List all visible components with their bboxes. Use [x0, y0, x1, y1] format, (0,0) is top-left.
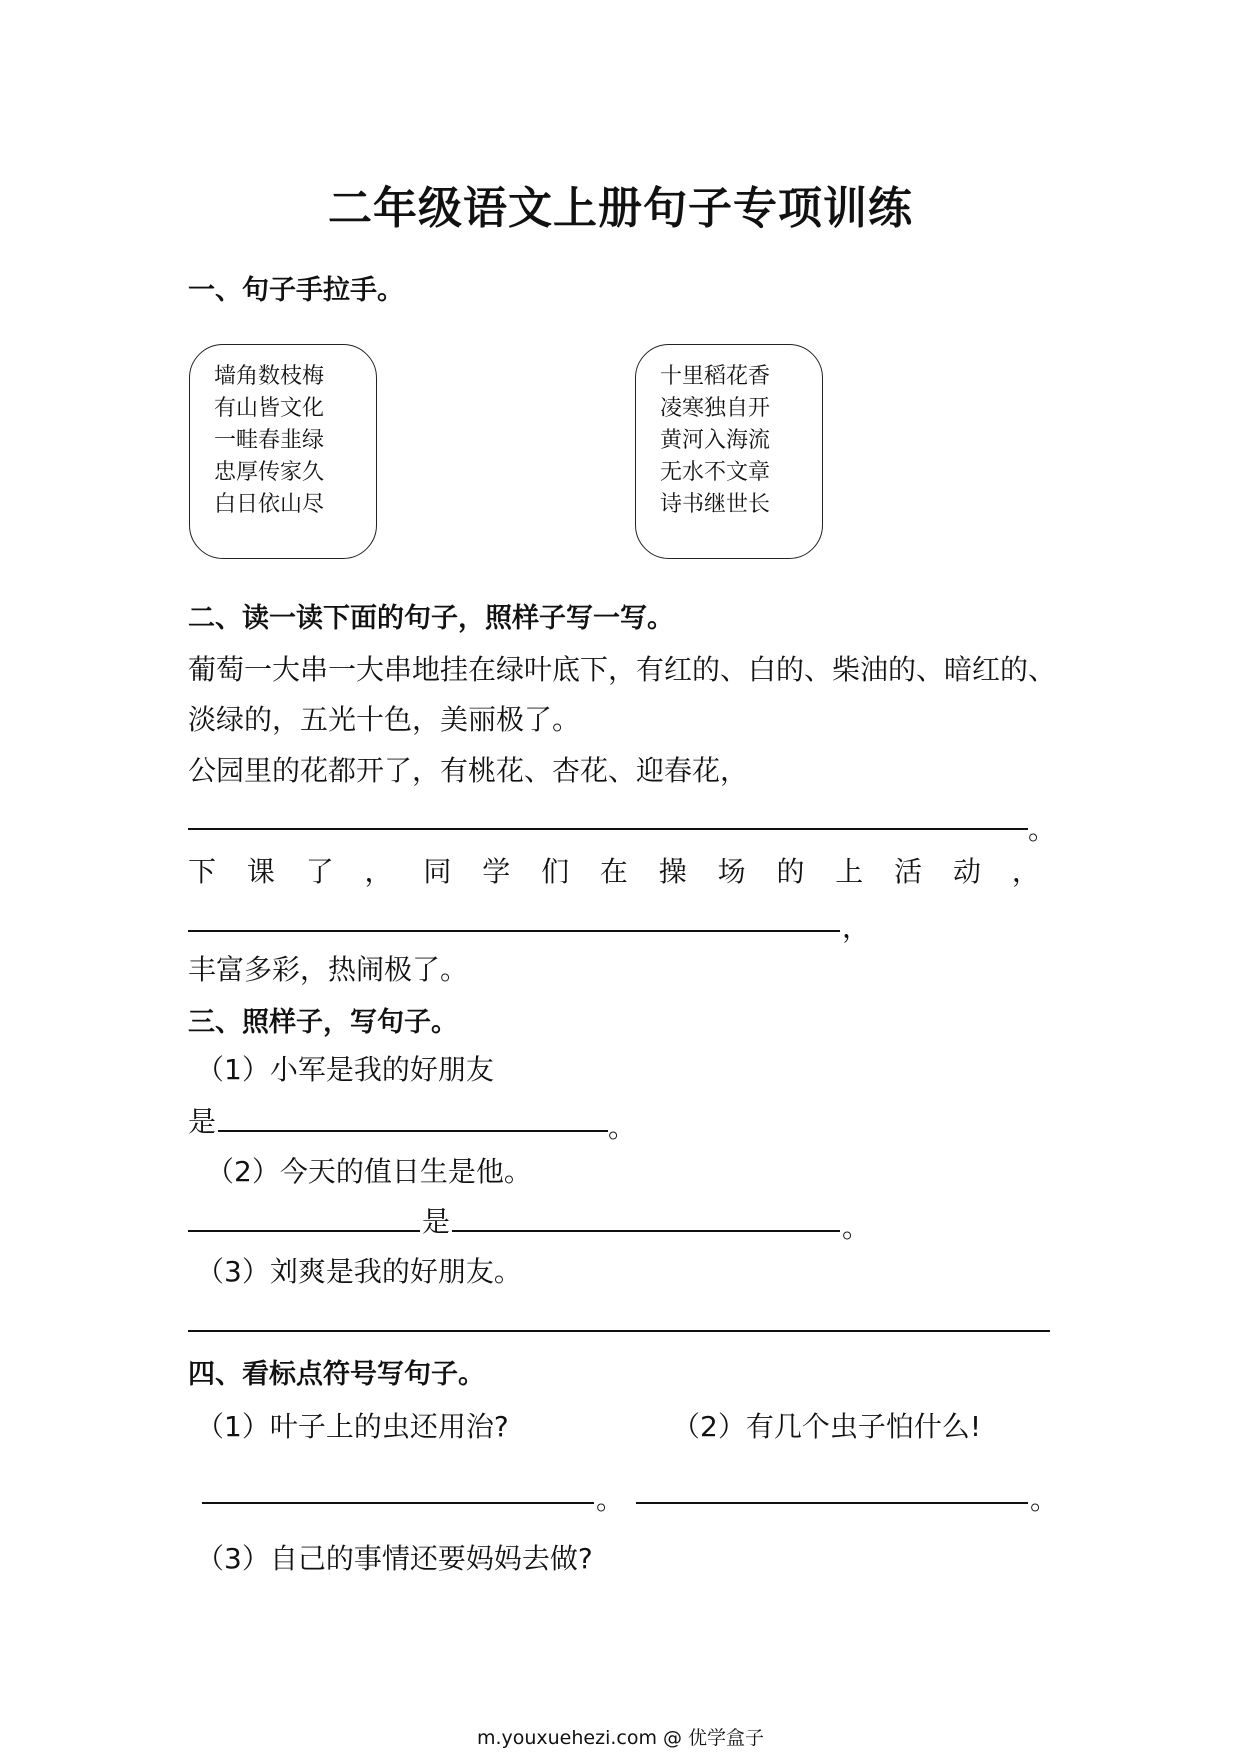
period: 。	[842, 1211, 871, 1244]
q2-char: ，	[364, 855, 393, 888]
q2-char: 学	[482, 855, 511, 888]
right-phrase[interactable]: 十里稻花香	[660, 364, 771, 389]
section1-heading: 一、句子手拉手。	[188, 275, 404, 306]
answer-line[interactable]	[188, 930, 840, 932]
section4-heading: 四、看标点符号写句子。	[188, 1359, 485, 1390]
left-phrase[interactable]: 白日依山尽	[214, 492, 325, 517]
q2-char: 的	[776, 855, 805, 888]
answer-line[interactable]	[188, 1230, 420, 1232]
section3-item-1: （1）小军是我的好朋友	[196, 1053, 494, 1086]
example-line-2: 淡绿的，五光十色，美丽极了。	[188, 703, 581, 736]
left-phrase[interactable]: 一畦春韭绿	[214, 428, 325, 453]
answer-line[interactable]	[188, 1330, 1050, 1332]
q2-char: 下	[188, 855, 217, 888]
section4-item-2: （2）有几个虫子怕什么!	[672, 1410, 982, 1443]
right-phrase[interactable]: 凌寒独自开	[660, 396, 771, 421]
section3-item-2: （2）今天的值日生是他。	[206, 1155, 532, 1188]
section4-item-3: （3）自己的事情还要妈妈去做?	[196, 1542, 593, 1575]
item1-prefix: 是	[188, 1105, 217, 1138]
right-phrase[interactable]: 无水不文章	[660, 460, 771, 485]
left-phrase[interactable]: 有山皆文化	[214, 396, 325, 421]
q2-char: 在	[599, 855, 628, 888]
footer-source[interactable]: m.youxuehezi.com @ 优学盒子	[476, 1727, 765, 1749]
period: 。	[596, 1483, 625, 1516]
answer-line[interactable]	[636, 1502, 1028, 1504]
q2-char: ，	[1011, 855, 1040, 888]
left-phrase[interactable]: 墙角数枝梅	[214, 364, 325, 389]
comma: ，	[842, 911, 871, 944]
left-phrase[interactable]: 忠厚传家久	[214, 460, 325, 485]
period: 。	[608, 1111, 637, 1144]
period: 。	[1028, 813, 1057, 846]
left-phrase-box	[189, 344, 377, 559]
example-line-1: 葡萄一大串一大串地挂在绿叶底下，有红的、白的、柴油的、暗红的、	[188, 653, 1057, 686]
section3-item-3: （3）刘爽是我的好朋友。	[196, 1255, 522, 1288]
right-phrase-box	[635, 344, 823, 559]
q2-char: 操	[658, 855, 687, 888]
section4-item-1: （1）叶子上的虫还用治?	[196, 1410, 509, 1443]
section3-heading: 三、照样子，写句子。	[188, 1007, 458, 1038]
q2-char: 课	[246, 855, 275, 888]
q2-char: 同	[423, 855, 452, 888]
q2-char: 了	[305, 855, 334, 888]
q2-char: 场	[717, 855, 746, 888]
q2-char: 们	[541, 855, 570, 888]
answer-line[interactable]	[202, 1502, 594, 1504]
q2-char: 上	[835, 855, 864, 888]
q2-char: 动	[952, 855, 981, 888]
right-phrase[interactable]: 黄河入海流	[660, 428, 771, 453]
answer-line[interactable]	[188, 828, 1028, 830]
section2-heading: 二、读一读下面的句子，照样子写一写。	[188, 603, 674, 634]
right-phrase[interactable]: 诗书继世长	[660, 492, 771, 517]
item2-middle: 是	[422, 1205, 451, 1238]
question-2-ending: 丰富多彩，热闹极了。	[188, 953, 469, 986]
question-1-text: 公园里的花都开了，有桃花、杏花、迎春花，	[188, 754, 749, 787]
q2-char: 活	[894, 855, 923, 888]
answer-line[interactable]	[452, 1230, 840, 1232]
page-title: 二年级语文上册句子专项训练	[328, 183, 913, 234]
question-2-spaced-text	[188, 850, 1040, 890]
period: 。	[1030, 1483, 1059, 1516]
answer-line[interactable]	[218, 1130, 608, 1132]
